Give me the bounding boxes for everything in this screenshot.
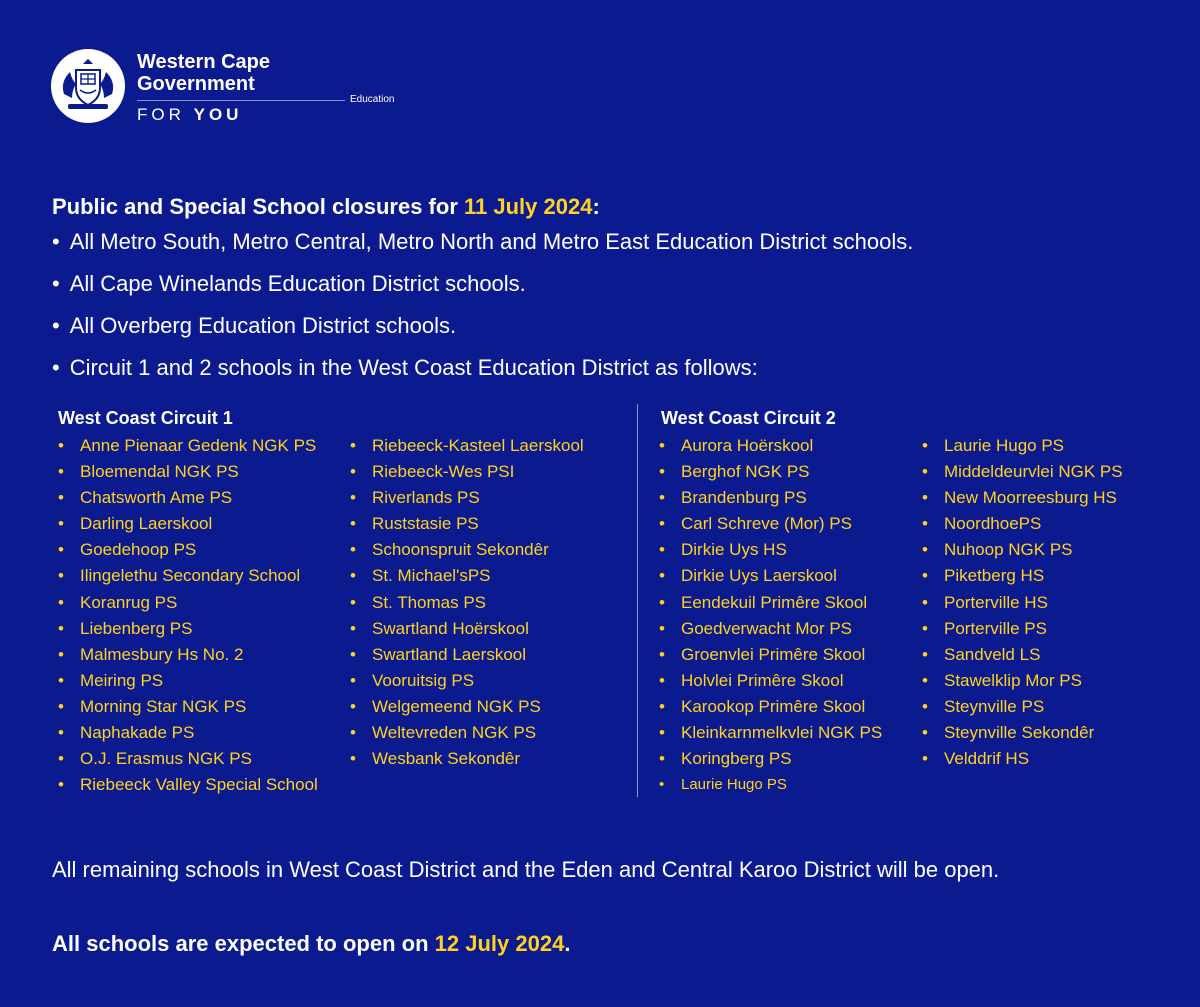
school-item: • Berghof NGK PS	[659, 459, 882, 485]
school-item: • Steynville Sekondêr	[922, 720, 1123, 746]
school-item: • Ilingelethu Secondary School	[58, 563, 318, 589]
remaining-schools-note: All remaining schools in West Coast District and the Eden and Central Karoo District will be open.	[52, 857, 1000, 882]
school-item: • Bloemendal NGK PS	[58, 459, 318, 485]
closure-item: • All Metro South, Metro Central, Metro North and Metro East Education District schools.	[52, 228, 913, 256]
school-item: • Goedverwacht Mor PS	[659, 616, 882, 642]
department-label: Education	[350, 94, 395, 105]
school-item: • Stawelklip Mor PS	[922, 668, 1123, 694]
circuit1-list-a	[58, 433, 318, 798]
school-item: • NoordhoePS	[922, 511, 1123, 537]
school-item: • New Moorreesburg HS	[922, 485, 1123, 511]
school-item: • Swartland Laerskool	[350, 642, 584, 668]
tagline	[137, 105, 242, 125]
school-item: • Riebeeck-Kasteel Laerskool	[350, 433, 584, 459]
school-item: • Aurora Hoërskool	[659, 433, 882, 459]
logo-divider	[137, 100, 345, 101]
school-item: • Malmesbury Hs No. 2	[58, 642, 318, 668]
closure-heading	[52, 194, 600, 220]
school-item: • Piketberg HS	[922, 563, 1123, 589]
closure-list	[52, 228, 913, 396]
school-item: • Liebenberg PS	[58, 616, 318, 642]
coat-of-arms-icon	[50, 48, 126, 124]
circuit1-title: West Coast Circuit 1	[58, 408, 233, 428]
school-item: • Wesbank Sekondêr	[350, 746, 584, 772]
school-item: • Chatsworth Ame PS	[58, 485, 318, 511]
school-item: • Morning Star NGK PS	[58, 694, 318, 720]
school-item: • Koringberg PS	[659, 746, 882, 772]
school-item: • Carl Schreve (Mor) PS	[659, 511, 882, 537]
tagline-light: FOR	[137, 105, 185, 124]
school-item: • Laurie Hugo PS	[922, 433, 1123, 459]
school-item: • Brandenburg PS	[659, 485, 882, 511]
circuit-divider	[637, 404, 638, 797]
school-item: • Porterville HS	[922, 590, 1123, 616]
school-item: • Velddrif HS	[922, 746, 1123, 772]
school-item: • Koranrug PS	[58, 590, 318, 616]
final-date: 12 July 2024	[434, 931, 565, 956]
closure-item: • All Overberg Education District schools.	[52, 312, 913, 340]
school-item: • Welgemeend NGK PS	[350, 694, 584, 720]
school-item: • Eendekuil Primêre Skool	[659, 590, 882, 616]
school-item: • Riverlands PS	[350, 485, 584, 511]
school-item: • Nuhoop NGK PS	[922, 537, 1123, 563]
school-item: • Middeldeurvlei NGK PS	[922, 459, 1123, 485]
school-item: • O.J. Erasmus NGK PS	[58, 746, 318, 772]
circuit1-list-b	[350, 433, 584, 772]
school-item: • Weltevreden NGK PS	[350, 720, 584, 746]
school-item: • Porterville PS	[922, 616, 1123, 642]
school-item: • Riebeeck Valley Special School	[58, 772, 318, 798]
closure-item: • All Cape Winelands Education District schools.	[52, 270, 913, 298]
school-item: • Laurie Hugo PS	[659, 772, 882, 798]
school-item: • Vooruitsig PS	[350, 668, 584, 694]
school-item: • Dirkie Uys Laerskool	[659, 563, 882, 589]
school-item: • Schoonspruit Sekondêr	[350, 537, 584, 563]
school-item: • Riebeeck-Wes PSI	[350, 459, 584, 485]
school-item: • Naphakade PS	[58, 720, 318, 746]
heading-prefix: Public and Special School closures for	[52, 194, 464, 219]
circuit2-title: West Coast Circuit 2	[661, 408, 836, 428]
heading-date: 11 July 2024	[464, 194, 593, 219]
org-name-line1: Western Cape	[137, 51, 271, 73]
school-item: • Karookop Primêre Skool	[659, 694, 882, 720]
school-item: • Steynville PS	[922, 694, 1123, 720]
tagline-bold: YOU	[193, 105, 243, 124]
school-item: • Goedehoop PS	[58, 537, 318, 563]
reopen-note	[52, 931, 570, 957]
school-item: • Darling Laerskool	[58, 511, 318, 537]
school-item: • Anne Pienaar Gedenk NGK PS	[58, 433, 318, 459]
school-item: • Swartland Hoërskool	[350, 616, 584, 642]
header-logo	[50, 48, 395, 128]
school-item: • Sandveld LS	[922, 642, 1123, 668]
school-item: • Groenvlei Primêre Skool	[659, 642, 882, 668]
heading-suffix: :	[592, 194, 600, 219]
school-item: • St. Thomas PS	[350, 590, 584, 616]
final-suffix: .	[564, 931, 571, 956]
circuit2-list-a	[659, 433, 882, 798]
closure-item: • Circuit 1 and 2 schools in the West Coast Education District as follows:	[52, 354, 913, 382]
school-item: • Kleinkarnmelkvlei NGK PS	[659, 720, 882, 746]
school-item: • St. Michael'sPS	[350, 563, 584, 589]
school-item: • Holvlei Primêre Skool	[659, 668, 882, 694]
circuit2-list-b	[922, 433, 1123, 772]
org-name-line2: Government	[137, 73, 255, 95]
school-item: • Ruststasie PS	[350, 511, 584, 537]
school-item: • Dirkie Uys HS	[659, 537, 882, 563]
school-item: • Meiring PS	[58, 668, 318, 694]
final-prefix: All schools are expected to open on	[52, 931, 435, 956]
